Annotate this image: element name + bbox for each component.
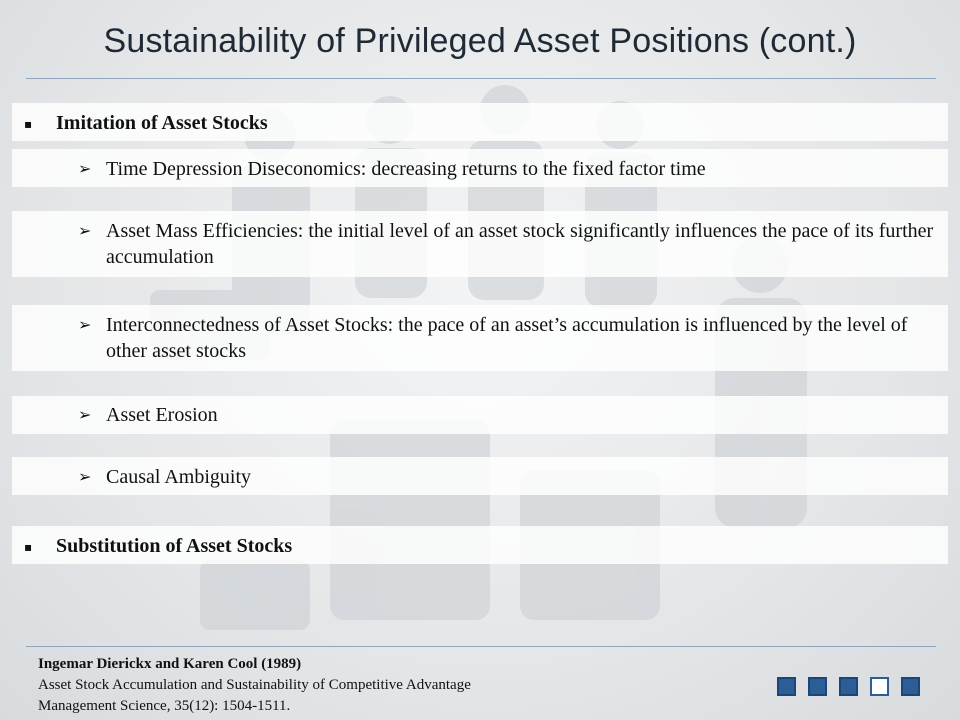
bullet-item xyxy=(78,312,936,364)
nav-square-icon[interactable] xyxy=(901,677,920,696)
bullet-text: Asset Erosion xyxy=(106,404,218,426)
bullet-item xyxy=(24,533,292,559)
bullet-item xyxy=(78,156,936,182)
nav-square-icon[interactable] xyxy=(777,677,796,696)
bullet-text: Imitation of Asset Stocks xyxy=(56,112,268,134)
bullet-text: Asset Mass Efficiencies: the initial level of an asset stock significantly influences the pace of its further accumulation xyxy=(106,220,934,268)
bullet-item xyxy=(78,464,936,490)
citation-authors: Ingemar Dierickx and Karen Cool (1989) xyxy=(38,656,302,672)
slide-title: Sustainability of Privileged Asset Positions (cont.) xyxy=(103,22,857,60)
footer-divider xyxy=(26,646,936,647)
title-divider xyxy=(26,78,936,79)
nav-square-current-icon[interactable] xyxy=(870,677,889,696)
arrow-bullet-icon: ➢ xyxy=(78,405,92,424)
square-bullet-icon: ▪ xyxy=(24,540,33,554)
citation xyxy=(38,654,471,717)
nav-square-icon[interactable] xyxy=(808,677,827,696)
nav-square-icon[interactable] xyxy=(839,677,858,696)
bullet-text: Substitution of Asset Stocks xyxy=(56,535,293,557)
arrow-bullet-icon: ➢ xyxy=(78,221,92,240)
slide-navigation xyxy=(777,677,920,696)
bullet-text: Time Depression Diseconomics: decreasing returns to the fixed factor time xyxy=(106,158,706,180)
arrow-bullet-icon: ➢ xyxy=(78,159,92,178)
bullet-item xyxy=(24,110,268,136)
arrow-bullet-icon: ➢ xyxy=(78,467,92,486)
bullet-item xyxy=(78,402,936,428)
arrow-bullet-icon: ➢ xyxy=(78,315,92,334)
square-bullet-icon: ▪ xyxy=(24,117,33,131)
citation-journal: Management Science, 35(12): 1504-1511. xyxy=(38,698,291,714)
citation-title: Asset Stock Accumulation and Sustainability of Competitive Advantage xyxy=(38,677,471,693)
bullet-item xyxy=(78,218,936,270)
bullet-text: Causal Ambiguity xyxy=(106,466,251,488)
bullet-text: Interconnectedness of Asset Stocks: the pace of an asset’s accumulation is influenced by the level of other asset stocks xyxy=(106,314,908,362)
